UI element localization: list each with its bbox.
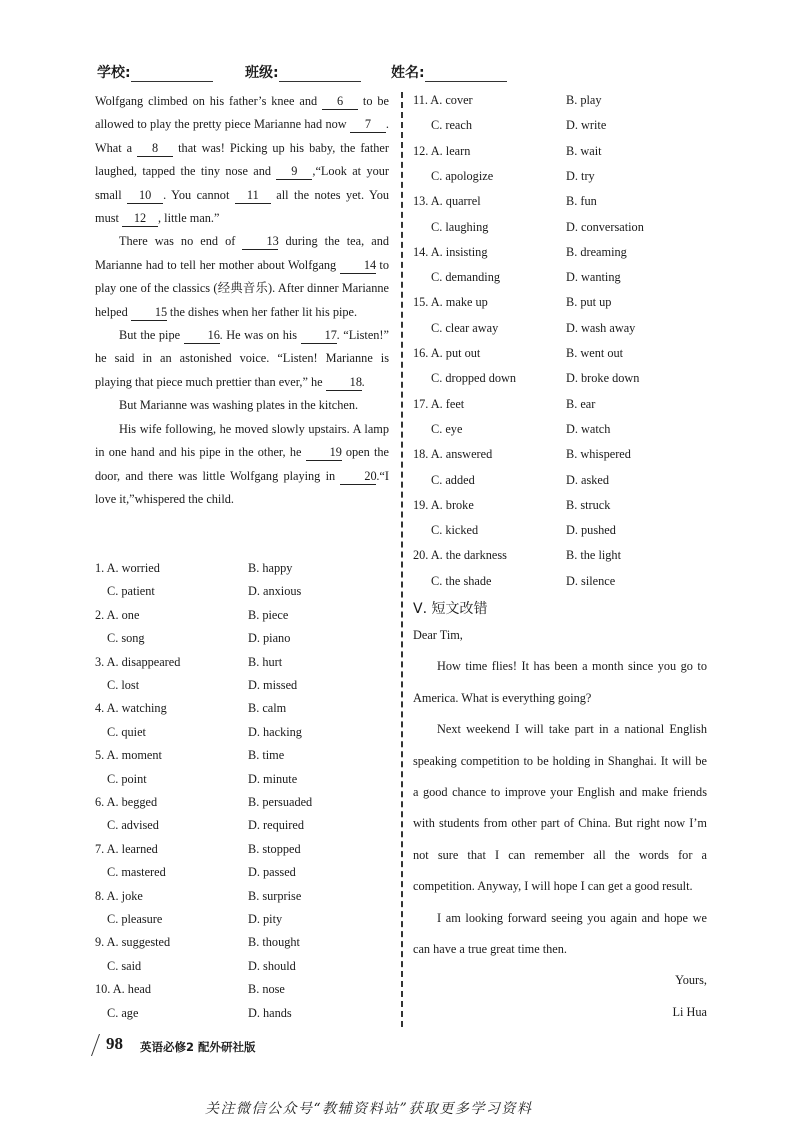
school-field — [97, 62, 213, 82]
option-d: D. missed — [248, 678, 298, 692]
option-d: D. conversation — [566, 219, 644, 234]
blank-20: 20 — [340, 468, 376, 485]
section-v-title: Ⅴ. 短文改错 — [413, 601, 488, 617]
option-c: C. eye — [431, 421, 463, 436]
page-number: 98 — [106, 1034, 123, 1053]
option-d: D. should — [248, 958, 296, 973]
passage-paragraph-4: But Marianne was washing plates in the kitchen. — [119, 398, 359, 413]
footer-slash-mark — [91, 1034, 104, 1056]
option-c: C. demanding — [431, 270, 500, 285]
option-b: B. time — [248, 748, 285, 763]
option-d: D. required — [248, 818, 304, 833]
option-a: 15. A. make up — [413, 295, 488, 310]
passage-text: There was no end of — [119, 234, 243, 249]
passage-text: to be allowed to play the pretty piece Marianne had now — [95, 94, 389, 132]
option-b: B. went out — [566, 346, 624, 360]
option-d: D. anxious — [248, 584, 302, 599]
option-b: B. persuaded — [248, 795, 313, 809]
option-a: 20. A. the darkness — [413, 548, 507, 563]
name-blank — [425, 67, 507, 82]
option-d: D. try — [566, 168, 595, 183]
book-info: 英语必修2 配外研社版 — [140, 1040, 256, 1054]
blank-7: 7 — [350, 116, 386, 133]
option-d: D. asked — [566, 472, 610, 487]
blank-14: 14 — [340, 257, 376, 274]
option-b: B. calm — [248, 701, 287, 716]
option-a: 8. A. joke — [95, 888, 143, 903]
option-c: C. clear away — [431, 320, 499, 335]
passage-text: open the door, and there was little Wolfgang playing in — [95, 445, 389, 483]
option-a: 16. A. put out — [413, 346, 481, 360]
passage-text: during the tea, and Marianne had to tell her mother about Wolfgang — [95, 234, 389, 272]
option-b: B. nose — [248, 982, 285, 997]
option-a: 19. A. broke — [413, 497, 474, 512]
option-d: D. hacking — [248, 724, 302, 739]
option-a: 6. A. begged — [95, 795, 158, 809]
class-label: 班级: — [245, 65, 279, 81]
option-d: D. minute — [248, 771, 298, 786]
option-d: D. piano — [248, 631, 291, 646]
option-a: 12. A. learn — [413, 143, 471, 158]
option-c: C. point — [107, 771, 147, 786]
option-d: D. watch — [566, 421, 611, 436]
option-c: C. pleasure — [107, 912, 163, 926]
option-b: B. piece — [248, 607, 289, 622]
passage-text: that was! Picking up his baby, the father laughed, tapped the tiny nose and — [95, 140, 389, 179]
option-c: C. added — [431, 472, 475, 487]
letter-signature: Li Hua — [672, 1004, 707, 1019]
passage-text: ,“Look at your small — [95, 164, 389, 202]
option-c: C. dropped down — [431, 371, 517, 386]
passage-paragraph-2 — [95, 230, 389, 324]
letter-body — [413, 620, 707, 1028]
option-a: 13. A. quarrel — [413, 194, 481, 209]
passage-text: all the notes yet. You must — [95, 187, 389, 226]
option-d: D. pity — [248, 912, 283, 926]
school-blank — [131, 67, 213, 82]
option-c: C. reach — [431, 118, 472, 133]
option-b: B. fun — [566, 194, 597, 209]
blank-18: 18 — [326, 374, 362, 391]
name-label: 姓名: — [391, 65, 425, 81]
blank-19: 19 — [306, 444, 342, 461]
option-c: C. song — [107, 631, 145, 646]
option-b: B. stopped — [248, 841, 301, 856]
option-a: 14. A. insisting — [413, 244, 488, 259]
cloze-passage — [95, 90, 389, 511]
passage-text: .“I love it,”whispered the child. — [95, 468, 389, 506]
option-a: 17. A. feet — [413, 396, 465, 411]
option-a: 10. A. head — [95, 982, 152, 997]
option-b: B. whispered — [566, 447, 631, 462]
watermark-text: 关注微信公众号“教辅资料站”获取更多学习资料 — [205, 1101, 533, 1117]
passage-paragraph-3 — [95, 324, 389, 394]
option-a: 5. A. moment — [95, 748, 162, 763]
passage-text: Wolfgang climbed on his father’s knee and — [95, 94, 323, 108]
option-b: B. ear — [566, 396, 596, 411]
letter-greeting: Dear Tim, — [413, 628, 463, 642]
option-b: B. hurt — [248, 654, 283, 669]
passage-text: . What a — [95, 117, 389, 155]
option-d: D. broke down — [566, 371, 640, 386]
option-c: C. quiet — [107, 724, 146, 739]
passage-text: . You cannot — [163, 187, 235, 202]
passage-text: His wife following, he moved slowly upstairs. A lamp in one hand and his pipe in the other, he — [95, 421, 389, 460]
letter-paragraph-2: Next weekend I will take part in a national English speaking competition to be holding in Shanghai. It will be a good chance to improve your English and make friends with students from other part of China. But right now I’m not sure that I can remember all the words for a competition. Anyway, I will hope I can get a good result. — [413, 722, 707, 894]
option-d: D. wash away — [566, 320, 636, 335]
option-b: B. happy — [248, 561, 293, 575]
blank-6: 6 — [322, 93, 358, 110]
option-c: C. kicked — [431, 523, 479, 538]
column-divider — [401, 92, 403, 1027]
blank-9: 9 — [276, 163, 312, 180]
passage-text: . — [361, 374, 365, 389]
option-b: B. the light — [566, 548, 621, 563]
blank-16: 16 — [184, 327, 220, 344]
option-c: C. said — [107, 958, 142, 973]
option-c: C. apologize — [431, 168, 494, 183]
option-d: D. hands — [248, 1005, 292, 1020]
blank-17: 17 — [301, 327, 337, 344]
name-field — [391, 62, 507, 82]
option-c: C. laughing — [431, 219, 489, 234]
option-c: C. age — [107, 1005, 139, 1020]
option-c: C. patient — [107, 584, 155, 599]
letter-closing: Yours, — [675, 973, 707, 988]
passage-paragraph-1 — [95, 90, 389, 230]
option-d: D. pushed — [566, 523, 616, 538]
option-a: 11. A. cover — [413, 93, 473, 107]
option-a: 2. A. one — [95, 607, 140, 622]
letter-paragraph-3: I am looking forward seeing you again and hope we can have a true great time then. — [413, 910, 707, 957]
option-d: D. passed — [248, 865, 296, 880]
option-c: C. the shade — [431, 573, 492, 588]
passage-text: , little man.” — [158, 211, 220, 226]
class-field — [245, 62, 361, 82]
option-b: B. thought — [248, 935, 300, 950]
option-a: 1. A. worried — [95, 561, 160, 575]
student-info-header — [97, 62, 527, 84]
option-b: B. surprise — [248, 888, 302, 903]
passage-text: . He was on his — [219, 328, 301, 343]
blank-11: 11 — [235, 187, 271, 204]
blank-13: 13 — [242, 233, 278, 250]
option-d: D. write — [566, 118, 607, 133]
blank-12: 12 — [122, 210, 158, 227]
passage-text: the dishes when her father lit his pipe. — [166, 304, 358, 319]
option-a: 7. A. learned — [95, 841, 158, 856]
option-a: 18. A. answered — [413, 447, 493, 462]
passage-text: to play one of the classics (经典音乐). After dinner Marianne helped — [95, 257, 390, 319]
blank-8: 8 — [137, 140, 173, 157]
school-label: 学校: — [97, 65, 131, 81]
passage-text: But the pipe — [119, 328, 184, 343]
passage-text: . “Listen!” he said in an astonished voice. “Listen! Marianne is playing that piece much prettier than ever,” he — [95, 328, 389, 389]
option-a: 3. A. disappeared — [95, 654, 181, 669]
option-b: B. dreaming — [566, 244, 627, 259]
option-d: D. wanting — [566, 270, 621, 285]
option-c: C. mastered — [107, 865, 166, 880]
option-d: D. silence — [566, 573, 616, 588]
class-blank — [279, 67, 361, 82]
option-a: 9. A. suggested — [95, 935, 171, 950]
blank-10: 10 — [127, 187, 163, 204]
blank-15: 15 — [131, 304, 167, 321]
option-c: C. lost — [107, 678, 140, 692]
letter-paragraph-1: How time flies! It has been a month since you go to America. What is everything going? — [413, 659, 707, 705]
option-b: B. put up — [566, 295, 612, 310]
option-a: 4. A. watching — [95, 701, 167, 716]
option-c: C. advised — [107, 818, 159, 833]
option-b: B. struck — [566, 497, 611, 512]
option-b: B. play — [566, 93, 602, 107]
passage-paragraph-5 — [95, 418, 389, 512]
option-b: B. wait — [566, 143, 602, 158]
